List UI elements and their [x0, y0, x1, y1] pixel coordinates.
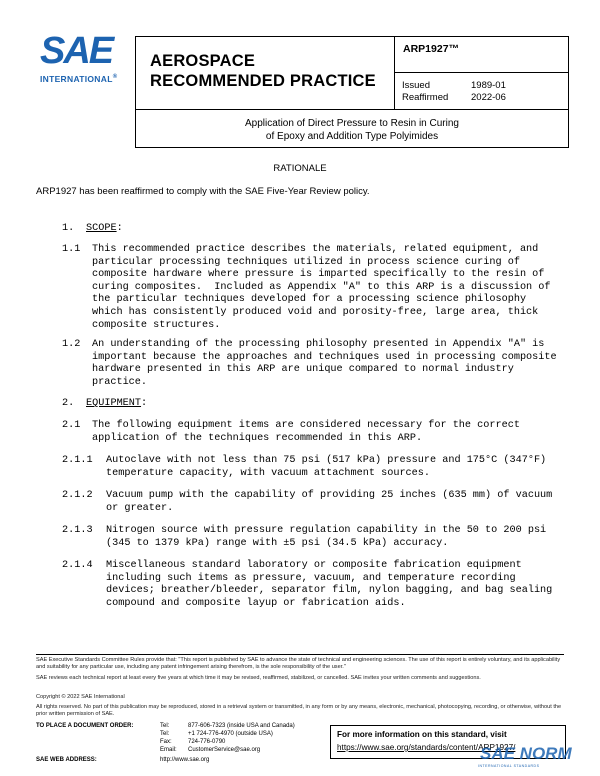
email-value[interactable]: CustomerService@sae.org [188, 747, 261, 753]
tel-label: Tel: [160, 723, 170, 729]
line: composite structures. [92, 319, 221, 331]
line: including such items as pressure, vacuum, and temperature recording [106, 572, 516, 584]
line: Nitrogen source with pressure regulation capability in the 50 to 200 psi [106, 525, 547, 536]
sae-logo [36, 30, 126, 84]
line: composite hardware where pressure is imparted specifically to the resin of [92, 269, 545, 281]
scope-colon: : [116, 223, 123, 234]
header-divider [395, 72, 568, 73]
paragraph-number-2-1-4: 2.1.4 [62, 560, 93, 571]
footer-review-text: SAE reviews each technical report at least every five years at which time it may be revised, reaffirmed, stabilized, or cancelled. SAE invites your written comments and suggestions. [36, 675, 481, 681]
paragraph-2-1-3 [106, 525, 546, 550]
section-number-2: 2. [62, 398, 75, 409]
footer-rights-text: All rights reserved. No part of this publication may be reproduced, stored in a retrieval system or transmitted, in any form or by any means, electronic, mechanical, photocopying, recording, or otherwise, without the prior written permission of SAE. [36, 704, 562, 718]
paragraph-number-2-1-1: 2.1.1 [62, 455, 93, 466]
document-subject [136, 117, 568, 143]
paragraph-2-1 [92, 420, 520, 445]
line: curing composites. Included as Appendix "A" to this ARP is a discussion of [92, 281, 551, 293]
line: or greater. [106, 502, 174, 514]
paragraph-number-2-1-3: 2.1.3 [62, 525, 93, 536]
logo-subtitle: INTERNATIONAL [40, 74, 113, 84]
line: temperature capacity, with vacuum attachment sources. [106, 467, 431, 479]
reaffirmed-value: 2022-06 [471, 92, 506, 103]
line: compound and composite layup or fabrication aids. [106, 597, 406, 609]
line: important because the approaches and techniques used in processing composite [92, 351, 557, 363]
watermark-logo: SAE NORM [480, 744, 572, 763]
line: devices; breather/bleeder, separator film, nylon bagging, and bag sealing [106, 585, 553, 597]
paragraph-number-2-1: 2.1 [62, 420, 81, 431]
paragraph-1-1 [92, 244, 551, 332]
tel-value: 877-606-7323 (inside USA and Canada) [188, 723, 295, 729]
line: The following equipment items are considered necessary for the correct [92, 420, 520, 431]
issued-value: 1989-01 [471, 80, 506, 91]
web-label: SAE WEB ADDRESS: [36, 757, 97, 763]
doc-type-line1: AEROSPACE [150, 52, 256, 70]
header-rule [136, 109, 568, 110]
issued-label: Issued [402, 80, 430, 91]
line: the particular techniques developed for a processing science philosophy [92, 294, 527, 306]
paragraph-number-1-1: 1.1 [62, 244, 81, 255]
web-value[interactable]: http://www.sae.org [160, 757, 210, 763]
footer-rules-text: SAE Executive Standards Committee Rules provide that: "This report is published by SAE to advance the state of technical and engineering sciences. The use of this report is entirely voluntary, and its applicability and suitability for any particular use, including any patent infringement arising therefrom, is the sole responsibility of the user." [36, 657, 561, 671]
order-label: TO PLACE A DOCUMENT ORDER: [36, 723, 134, 729]
line: which has consistently produced void and porosity-free, large area, thick [92, 306, 539, 318]
logo-registered: ® [112, 74, 118, 81]
line: (345 to 1379 kPa) range with ±5 psi (34.5 kPa) accuracy. [106, 537, 449, 549]
fax-value: 724-776-0790 [188, 739, 226, 745]
line: An understanding of the processing philosophy presented in Appendix "A" is [92, 339, 545, 350]
tel2-label: Tel: [160, 731, 170, 737]
paragraph-number-1-2: 1.2 [62, 339, 81, 350]
rationale-heading: RATIONALE [273, 163, 327, 174]
paragraph-1-2 [92, 339, 557, 389]
paragraph-number-2-1-2: 2.1.2 [62, 490, 93, 501]
line: Vacuum pump with the capability of providing 25 inches (635 mm) of vacuum [106, 490, 553, 501]
header-title-cell [136, 37, 395, 109]
section-title-equipment [86, 398, 147, 411]
paragraph-2-1-4 [106, 560, 552, 610]
subject-line2: of Epoxy and Addition Type Polyimides [265, 131, 439, 142]
line: Autoclave with not less than 75 psi (517 kPa) pressure and 175°C (347°F) [106, 455, 547, 466]
standard-link[interactable]: https://www.sae.org/standards/content/ARP1927/ [337, 743, 516, 752]
rationale-text: ARP1927 has been reaffirmed to comply with the SAE Five-Year Review policy. [36, 186, 370, 197]
footer-copyright: Copyright © 2022 SAE International [36, 694, 125, 700]
more-info-title: For more information on this standard, visit [337, 730, 507, 739]
subject-line1: Application of Direct Pressure to Resin in Curing [245, 118, 459, 129]
fax-label: Fax: [160, 739, 172, 745]
equipment-title: EQUIPMENT [86, 398, 142, 409]
email-label: Email: [160, 747, 177, 753]
footer-rule [36, 654, 564, 655]
section-title-scope [86, 223, 123, 236]
line: particular processing techniques utilized in process science curing of [92, 256, 520, 268]
line: Miscellaneous standard laboratory or composite fabrication equipment [106, 560, 522, 571]
line: application of the techniques recommended in this ARP. [92, 432, 423, 444]
reaffirmed-label: Reaffirmed [402, 92, 449, 103]
watermark-subtitle: INTERNATIONAL STANDARDS [478, 764, 540, 768]
line: practice. [92, 376, 148, 388]
line: hardware presented in this ARP are unique compared to normal industry [92, 364, 514, 376]
line: This recommended practice describes the materials, related equipment, and [92, 244, 539, 255]
doc-type-line2: RECOMMENDED PRACTICE [150, 72, 376, 90]
logo-mark: SAE [40, 30, 113, 72]
doc-number: ARP1927™ [403, 43, 460, 55]
document-header [135, 36, 569, 148]
paragraph-2-1-1 [106, 455, 546, 480]
scope-title: SCOPE [86, 223, 117, 234]
section-number: 1. [62, 223, 75, 234]
paragraph-2-1-2 [106, 490, 552, 515]
tel2-value: +1 724-776-4970 (outside USA) [188, 731, 273, 737]
equipment-colon: : [141, 398, 148, 409]
